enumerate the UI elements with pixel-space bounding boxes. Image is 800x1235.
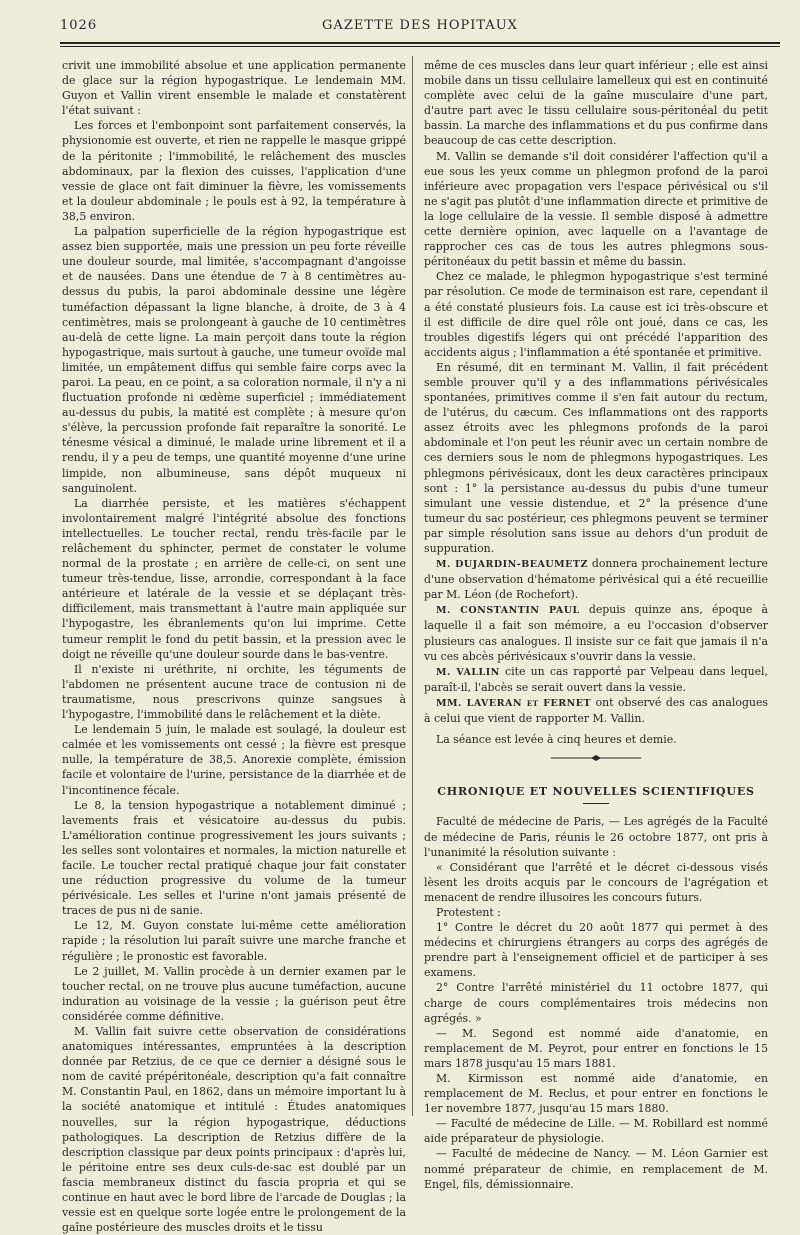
- news-paragraph: — M. Segond est nommé aide d'anatomie, en remplacement de M. Peyrot, pour entrer en fonctions le 15 mars 1878 jusqu'au 15 mars 1881.: [424, 1026, 768, 1070]
- paragraph: crivit une immobilité absolue et une application permanente de glace sur la région hypogastrique. Le lendemain MM. Guyon et Vallin virent ensemble le malade et constatèrent l'état suivant :: [62, 59, 406, 118]
- paragraph: Le lendemain 5 juin, le malade est soulagé, la douleur est calmée et les vomissements ont cessé ; la fièvre est presque nulle, la température de 38,5. Anorexie complète, émission facile et volontaire de l'urine, persistance de la diarrhée et de l'incontinence fécale.: [62, 723, 406, 797]
- announcement: [424, 664, 768, 695]
- journal-title: GAZETTE DES HOPITAUX: [322, 18, 518, 33]
- section-title: CHRONIQUE ET NOUVELLES SCIENTIFIQUES: [437, 785, 755, 799]
- paragraph: M. Vallin se demande s'il doit considérer l'affection qu'il a eue sous les yeux comme un phlegmon profond de la paroi inférieure avec propagation vers l'espace périvésical ou s'il ne s'agit pas plutôt d'une inflammation directe et primitive de la loge cellulaire de la vessie. Il semble disposé à admettre cette dernière opinion, avec laquelle on a l'avantage de rapprocher ces cas de tous les autres phlegmons sous-péritonéaux du petit bassin et même du bassin.: [424, 149, 768, 269]
- ornament-divider: [424, 753, 768, 768]
- paragraph: En résumé, dit en terminant M. Vallin, il fait précédent semble prouver qu'il y a des inflammations périvésicales spontanées, primitives comme il s'en fait autour du rectum, de l'utérus, du cæcum. Ces inflammations ont des rapports assez étroits avec les phlegmons profonds de la paroi abdominale et l'on peut les réunir avec un certain nombre de ces derniers sous le nom de phlegmons hypogastriques. Les phlegmons périvésicaux, dont les deux caractères principaux sont : 1° la persistance au-dessus du pubis d'une tumeur simulant une vessie distendue, et 2° la présence d'une tumeur du sac postérieur, ces phlegmons peuvent se terminer par simple résolution sans issue au dehors d'un produit de suppuration.: [424, 360, 768, 555]
- speaker-name: M. VALLIN: [436, 666, 500, 678]
- announcement: [424, 695, 768, 726]
- paragraph: M. Vallin fait suivre cette observation de considérations anatomiques intéressantes, empruntées à la description donnée par Retzius, de ce que ce dernier a désigné sous le nom de cavité prépéritonéale, description qu'a fait connaître M. Constantin Paul, en 1862, dans un mémoire important lu à la société anatomique et intitulé : Études anatomiques nouvelles, sur la région hypogastrique, déductions pathologiques. La description de Retzius diffère de la description classique par deux points principaux : d'après lui, le péritoine entre ses deux culs-de-sac est doublé par un fascia membraneux distinct du fascia propria et qui se continue en haut avec le bord libre de l'arcade de Douglas ; la vessie est en quelque sorte logée entre le prolongement de la gaîne postérieure des muscles droits et le tissu: [62, 1025, 406, 1235]
- announcement-text: depuis quinze ans, époque à laquelle il a fait son mémoire, a eu l'occasion d'observer plusieurs cas analogues. Il insiste sur ce fait que jamais il n'a vu ces abcès périvésicaux s'ouvrir dans la vessie.: [424, 603, 768, 663]
- right-column: [424, 58, 768, 1192]
- paragraph: Le 8, la tension hypogastrique a notablement diminué ; lavements frais et vésicatoire au-dessus du pubis. L'amélioration continue progressivement les jours suivants ; les selles sont volontaires et normales, la miction naturelle et facile. Le toucher rectal pratiqué chaque jour fait constater une réduction progressive du volume de la tumeur périvésicale. Les selles et l'urine n'ont jamais présenté de traces de pus ni de sanie.: [62, 798, 406, 918]
- paragraph: même de ces muscles dans leur quart inférieur ; elle est ainsi mobile dans un tissu cellulaire lamelleux qui est en continuité complète avec celui de la gaîne musculaire d'une part, d'autre part avec le tissu cellulaire sous-péritonéal du petit bassin. La marche des inflammations et du pus confirme dans beaucoup de cas cette description.: [424, 59, 768, 148]
- column-divider: [412, 56, 413, 1116]
- paragraph: Les forces et l'embonpoint sont parfaitement conservés, la physionomie est ouverte, et rien ne rappelle le masque grippé de la péritonite ; l'immobilité, le relâchement des muscles abdominaux, par la flexion des cuisses, l'application d'une vessie de glace ont fait diminuer la fièvre, les vomissements et la douleur abdominale ; le pouls est à 92, la température à 38,5 environ.: [62, 119, 406, 223]
- news-paragraph: 2° Contre l'arrêté ministériel du 11 octobre 1877, qui charge de cours complémentaires trois médecins non agrégés. »: [424, 981, 768, 1025]
- paragraph: Le 12, M. Guyon constate lui-même cette amélioration rapide ; la résolution lui paraît suivre une marche franche et régulière ; le pronostic est favorable.: [62, 919, 406, 963]
- news-paragraph: Protestent :: [436, 905, 501, 919]
- speaker-name: MM. LAVERAN et FERNET: [436, 697, 592, 709]
- announcement: [424, 602, 768, 663]
- announcement-text: donnera prochainement lecture d'une observation d'hématome périvésical qui a été recueillie par M. Léon (de Rochefort).: [424, 557, 768, 602]
- speaker-name: M. CONSTANTIN PAUL: [436, 605, 580, 617]
- speaker-name: M. DUJARDIN-BEAUMETZ: [436, 559, 588, 571]
- news-paragraph: M. Kirmisson est nommé aide d'anatomie, en remplacement de M. Reclus, et pour entrer en fonctions le 1er novembre 1877, jusqu'au 15 mars 1880.: [424, 1072, 768, 1116]
- left-column: [62, 58, 406, 1235]
- page-number: 1026: [60, 18, 98, 33]
- news-paragraph: Faculté de médecine de Paris, — Les agrégés de la Faculté de médecine de Paris, réunis le 26 octobre 1877, ont pris à l'unanimité la résolution suivante :: [424, 815, 768, 859]
- header-rule-thin: [60, 46, 780, 47]
- paragraph: La diarrhée persiste, et les matières s'échappent involontairement malgré l'intégrité absolue des fonctions intellectuelles. Le toucher rectal, rendu très-facile par le relâchement du sphincter, permet de constater le volume normal de la prostate ; en arrière de celle-ci, on sent une tumeur très-tendue, lisse, arrondie, correspondant à la face antérieure et latérale de la vessie et se déplaçant très-difficilement, mais transmettant à l'autre main appliquée sur l'hypogastre, les ébranlements qu'on lui imprime. Cette tumeur remplit le fond du petit bassin, et la pression avec le doigt ne réveille qu'une douleur sourde dans le bas-ventre.: [62, 496, 406, 661]
- paragraph: Il n'existe ni uréthrite, ni orchite, les téguments de l'abdomen ne présentent aucune trace de contusion ni de traumatisme, nous prescrivons quinze sangsues à l'hypogastre, l'immobilité dans le relâchement et la diète.: [62, 662, 406, 722]
- header-rule: [60, 42, 780, 44]
- announcement-text: ont observé des cas analogues à celui que vient de rapporter M. Vallin.: [424, 695, 768, 726]
- news-paragraph: 1° Contre le décret du 20 août 1877 qui permet à des médecins et chirurgiens étrangers au corps des agrégés de prendre part à l'enseignement officiel et de participer à ses examens.: [424, 921, 768, 980]
- page-header: [60, 18, 780, 40]
- news-paragraph: « Considérant que l'arrêté et le décret ci-dessous visés lèsent les droits acquis par le concours de l'agrégation et menacent de rendre illusoires les concours futurs.: [424, 860, 768, 904]
- announcement-text: cite un cas rapporté par Velpeau dans lequel, paraît-il, l'abcès se serait ouvert dans la vessie.: [424, 664, 768, 694]
- announcement: [424, 556, 768, 602]
- news-paragraph: — Faculté de médecine de Lille. — M. Robillard est nommé aide préparateur de physiologie.: [424, 1117, 768, 1146]
- news-paragraph: — Faculté de médecine de Nancy. — M. Léon Garnier est nommé préparateur de chimie, en remplacement de M. Engel, fils, démissionnaire.: [424, 1147, 768, 1191]
- paragraph: La palpation superficielle de la région hypogastrique est assez bien supportée, mais une pression un peu forte réveille une douleur sourde, mal limitée, s'accompagnant d'angoisse et de nausées. Dans une étendue de 7 à 8 centimètres au-dessus du pubis, la paroi abdominale dessine une légère tuméfaction dépassant la ligne blanche, à droite, de 3 à 4 centimètres, mais se prolongeant à gauche de 10 centimètres au-delà de cette ligne. La main perçoit dans toute la région hypogastrique, mais surtout à gauche, une tumeur ovoïde mal limitée, un empâtement diffus qui semble faire corps avec la paroi. La peau, en ce point, a sa coloration normale, il n'y a ni fluctuation profonde ni œdème superficiel ; immédiatement au-dessus du pubis, la matité est complète ; à mesure qu'on s'élève, la percussion profonde fait reparaître la sonorité. Le ténesme vésical a diminué, le malade urine librement et il a rendu, il y a peu de temps, une quantité moyenne d'une urine limpide, non albumineuse, sans dépôt muqueux ni sanguinolent.: [62, 225, 406, 495]
- paragraph: Le 2 juillet, M. Vallin procède à un dernier examen par le toucher rectal, on ne trouve plus aucune tuméfaction, aucune induration au voisinage de la vessie ; la guérison peut être considérée comme définitive.: [62, 964, 406, 1023]
- closing-line: La séance est levée à cinq heures et demie.: [436, 733, 677, 747]
- section-rule: [583, 803, 609, 804]
- paragraph: Chez ce malade, le phlegmon hypogastrique s'est terminé par résolution. Ce mode de terminaison est rare, cependant il a été constaté plusieurs fois. La cause est ici très-obscure et il est difficile de dire quel rôle ont joué, dans ce cas, les troubles digestifs légers qui ont précédé l'apparition des accidents aigus ; l'inflammation a été spontanée et primitive.: [424, 270, 768, 359]
